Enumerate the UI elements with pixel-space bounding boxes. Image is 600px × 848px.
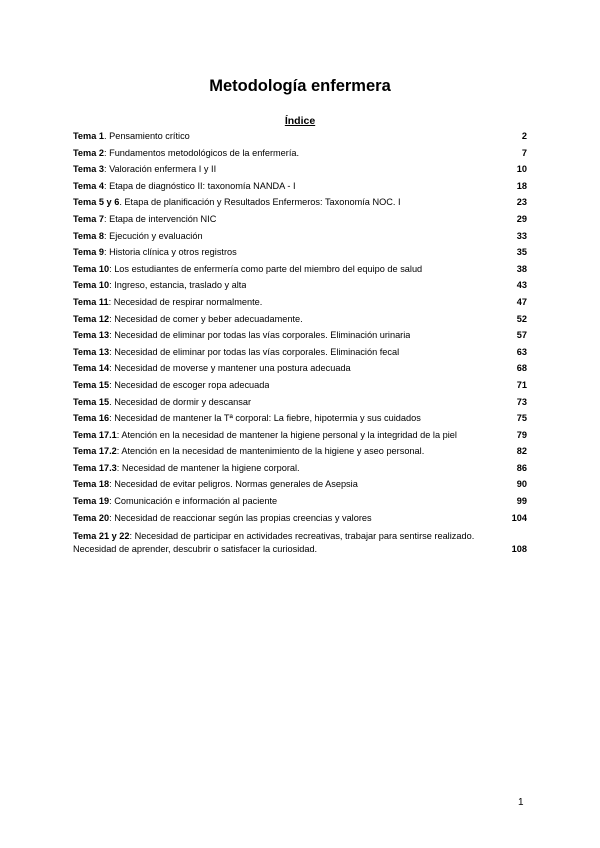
- toc-entry-label: Tema 2: [73, 147, 104, 158]
- toc-entry-label: Tema 17.1: [73, 429, 117, 440]
- toc-entry[interactable]: [73, 197, 527, 214]
- toc-entry-text: : Atención en la necesidad de mantenimiento de la higiene y aseo personal.: [116, 446, 425, 457]
- toc-entry-title: [73, 231, 203, 241]
- toc-entry-page: 35: [516, 247, 527, 258]
- toc-entry-page: 104: [511, 512, 527, 523]
- toc-entry-label: Tema 19: [73, 496, 110, 507]
- toc-entry-page: 63: [516, 346, 527, 357]
- toc-entry-page: 33: [516, 230, 527, 241]
- toc-entry-title: [73, 446, 424, 456]
- toc-entry-title: [73, 496, 277, 506]
- toc-entry[interactable]: [73, 413, 527, 430]
- toc-entry[interactable]: [73, 247, 527, 264]
- toc-entry-label: Tema 12: [73, 313, 110, 324]
- toc-entry-text: . Pensamiento crítico: [103, 131, 190, 141]
- toc-entry-text: : Etapa de intervención NIC: [103, 213, 217, 224]
- page-title: Metodología enfermera: [209, 77, 391, 95]
- toc-entry-label: Tema 9: [73, 247, 104, 258]
- toc-entry-page: 90: [516, 479, 527, 490]
- toc-entry-label: Tema 1: [73, 131, 104, 141]
- toc-entry-title: [73, 131, 190, 141]
- toc-entry-text: : Necesidad de eliminar por todas las vías corporales. Eliminación fecal: [109, 346, 400, 357]
- toc-entry-page: 7: [521, 147, 527, 158]
- toc-entry[interactable]: [73, 363, 527, 380]
- toc-heading: Índice: [284, 115, 316, 127]
- toc-entry-text: : Atención en la necesidad de mantener la higiene personal y la integridad de la piel: [116, 429, 457, 440]
- toc-entry-title: [73, 148, 299, 158]
- toc-entry-title: [73, 214, 216, 224]
- toc-entry-page: 2: [521, 131, 527, 141]
- toc-entry-page: 10: [516, 164, 527, 175]
- toc-entry[interactable]: [73, 347, 527, 364]
- toc-entry-text: : Necesidad de moverse y mantener una postura adecuada: [109, 363, 351, 374]
- toc-entry-text: : Necesidad de comer y beber adecuadamente.: [109, 313, 303, 324]
- toc-entry[interactable]: [73, 214, 527, 231]
- toc-entry-label: Tema 14: [73, 363, 110, 374]
- toc-entry-page: 79: [516, 429, 527, 440]
- toc-entry-page: 29: [516, 213, 527, 224]
- toc-entry[interactable]: [73, 297, 527, 314]
- toc-entry-page: 99: [516, 496, 527, 507]
- toc-entry[interactable]: [73, 430, 527, 447]
- toc-entry-text: : Ejecución y evaluación: [103, 230, 203, 241]
- toc-entry[interactable]: [73, 496, 527, 513]
- toc-entry-label: Tema 3: [73, 164, 104, 175]
- toc-entry-page: 23: [516, 197, 527, 208]
- toc-entry-title: [73, 280, 246, 290]
- toc-entry-text: : Necesidad de escoger ropa adecuada: [109, 379, 270, 390]
- toc-entry-title: [73, 297, 262, 307]
- toc-entry-label: Tema 21 y 22: [73, 531, 130, 542]
- toc-entry-text: : Necesidad de reaccionar según las propias creencias y valores: [109, 512, 372, 523]
- toc-entry-text: : Etapa de diagnóstico II: taxonomía NANDA - I: [103, 180, 296, 191]
- toc-entry[interactable]: [73, 397, 527, 414]
- toc-entry-title: [73, 347, 399, 357]
- toc-entry[interactable]: [73, 513, 527, 530]
- toc-entry-page: 73: [516, 396, 527, 407]
- toc-entry-text: . Necesidad de dormir y descansar: [109, 396, 252, 407]
- toc-entry[interactable]: [73, 264, 527, 281]
- toc-entry-text: : Fundamentos metodológicos de la enfermería.: [103, 147, 300, 158]
- toc-entry-title: [73, 247, 237, 257]
- toc-entry-title: [73, 463, 300, 473]
- toc-entry-title: [73, 314, 303, 324]
- toc-entry-text-continued: Necesidad de aprender, descubrir o satisfacer la curiosidad.: [73, 544, 318, 555]
- toc-entry[interactable]: [73, 280, 527, 297]
- toc-entry-label: Tema 7: [73, 213, 104, 224]
- toc-entry[interactable]: [73, 380, 527, 397]
- toc-entry-title: [73, 479, 358, 489]
- toc-entry-label: Tema 11: [73, 296, 109, 307]
- toc-entry[interactable]: [73, 181, 527, 198]
- toc-entry-page: 52: [516, 313, 527, 324]
- toc-entry-page: 18: [516, 180, 527, 191]
- toc-entry-label: Tema 15: [73, 396, 110, 407]
- toc-entry-title: [73, 513, 372, 523]
- toc-entry[interactable]: [73, 148, 527, 165]
- page-number: 1: [518, 797, 524, 808]
- toc-entry[interactable]: [73, 164, 527, 181]
- toc-entry[interactable]: [73, 231, 527, 248]
- toc-entry-text: . Etapa de planificación y Resultados Enfermeros: Taxonomía NOC. I: [119, 197, 401, 208]
- toc-entry-label: Tema 8: [73, 230, 104, 241]
- toc-entry[interactable]: [73, 131, 527, 148]
- toc-entry-title: [73, 430, 457, 440]
- toc-entry-text: : Necesidad de respirar normalmente.: [108, 296, 263, 307]
- toc-entry-text: : Comunicación e información al paciente: [109, 496, 278, 507]
- toc-entry-page: 82: [516, 446, 527, 457]
- toc-entry-title: [73, 164, 216, 174]
- toc-entry-text: : Historia clínica y otros registros: [103, 247, 237, 258]
- toc-entry-page: 75: [516, 413, 527, 424]
- toc-entry-page: 38: [516, 263, 527, 274]
- toc-entry[interactable]: [73, 314, 527, 331]
- toc-entry-label: Tema 13: [73, 330, 110, 341]
- toc-entry-label: Tema 17.3: [73, 462, 117, 473]
- toc-entry-text: : Necesidad de participar en actividades recreativas, trabajar para sentirse realizado.: [129, 531, 475, 542]
- toc-entry-label: Tema 5 y 6: [73, 197, 120, 208]
- toc-entry-title: [73, 181, 296, 191]
- toc-entry-page: 71: [516, 379, 527, 390]
- toc-entry-page: 86: [516, 462, 527, 473]
- toc-entry-label: Tema 10: [73, 263, 110, 274]
- toc-entry[interactable]: [73, 463, 527, 480]
- toc-entry-label: Tema 15: [73, 379, 110, 390]
- toc-entry-page: 108: [511, 544, 527, 555]
- toc-entry-page: 57: [516, 330, 527, 341]
- table-of-contents: [73, 131, 527, 556]
- toc-entry-title: [73, 197, 401, 207]
- toc-entry-page: 68: [516, 363, 527, 374]
- toc-entry-multiline[interactable]: [73, 530, 527, 556]
- toc-entry-text: : Valoración enfermera I y II: [103, 164, 217, 175]
- toc-entry-text: : Necesidad de evitar peligros. Normas generales de Asepsia: [109, 479, 358, 490]
- toc-entry-text: : Necesidad de eliminar por todas las vías corporales. Eliminación urinaria: [109, 330, 411, 341]
- toc-entry-title: [73, 363, 351, 373]
- toc-entry-page: 43: [516, 280, 527, 291]
- toc-entry-text: : Necesidad de mantener la Tª corporal: La fiebre, hipotermia y sus cuidados: [109, 413, 421, 424]
- toc-entry-title: [73, 380, 269, 390]
- toc-entry-title: [73, 330, 410, 340]
- toc-entry[interactable]: [73, 446, 527, 463]
- toc-entry-label: Tema 17.2: [73, 446, 117, 457]
- toc-entry[interactable]: [73, 479, 527, 496]
- toc-entry-title: [73, 413, 421, 423]
- toc-entry[interactable]: [73, 330, 527, 347]
- toc-entry-text: : Necesidad de mantener la higiene corporal.: [116, 462, 300, 473]
- toc-entry-label: Tema 16: [73, 413, 110, 424]
- toc-entry-title: [73, 264, 422, 274]
- toc-entry-label: Tema 10: [73, 280, 110, 291]
- toc-entry-title: [73, 397, 251, 407]
- toc-entry-text: : Ingreso, estancia, traslado y alta: [109, 280, 247, 291]
- toc-entry-label: Tema 20: [73, 512, 110, 523]
- toc-entry-label: Tema 13: [73, 346, 110, 357]
- toc-entry-label: Tema 4: [73, 180, 104, 191]
- toc-entry-label: Tema 18: [73, 479, 110, 490]
- toc-entry-page: 47: [516, 296, 527, 307]
- toc-entry-text: : Los estudiantes de enfermería como parte del miembro del equipo de salud: [109, 263, 423, 274]
